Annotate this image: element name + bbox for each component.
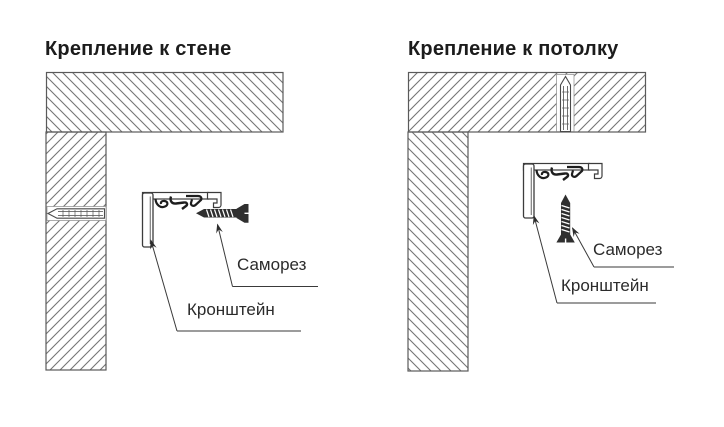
label-bracket: Кронштейн [561, 276, 649, 295]
wall-section [46, 132, 106, 370]
label-screw: Саморез [593, 240, 663, 259]
ceiling-section [409, 73, 646, 133]
label-screw: Саморез [237, 255, 307, 274]
wall-section [408, 132, 468, 371]
panel-ceiling-mount [408, 73, 674, 372]
leader-screw [218, 225, 233, 287]
leader-screw [573, 228, 595, 267]
leader-bracket [151, 241, 177, 332]
screw-horizontal [196, 204, 250, 223]
panel-title-ceiling-mount: Крепление к потолку [408, 38, 619, 60]
label-bracket: Кронштейн [187, 300, 275, 319]
panel-wall-mount [46, 73, 318, 371]
wall-dowel [47, 207, 106, 221]
leader-bracket [534, 216, 557, 303]
bracket-drawing [143, 193, 222, 248]
ceiling-section [47, 73, 284, 133]
panel-title-wall-mount: Крепление к стене [45, 38, 232, 60]
ceiling-dowel [557, 75, 575, 132]
screw-vertical [556, 195, 574, 244]
